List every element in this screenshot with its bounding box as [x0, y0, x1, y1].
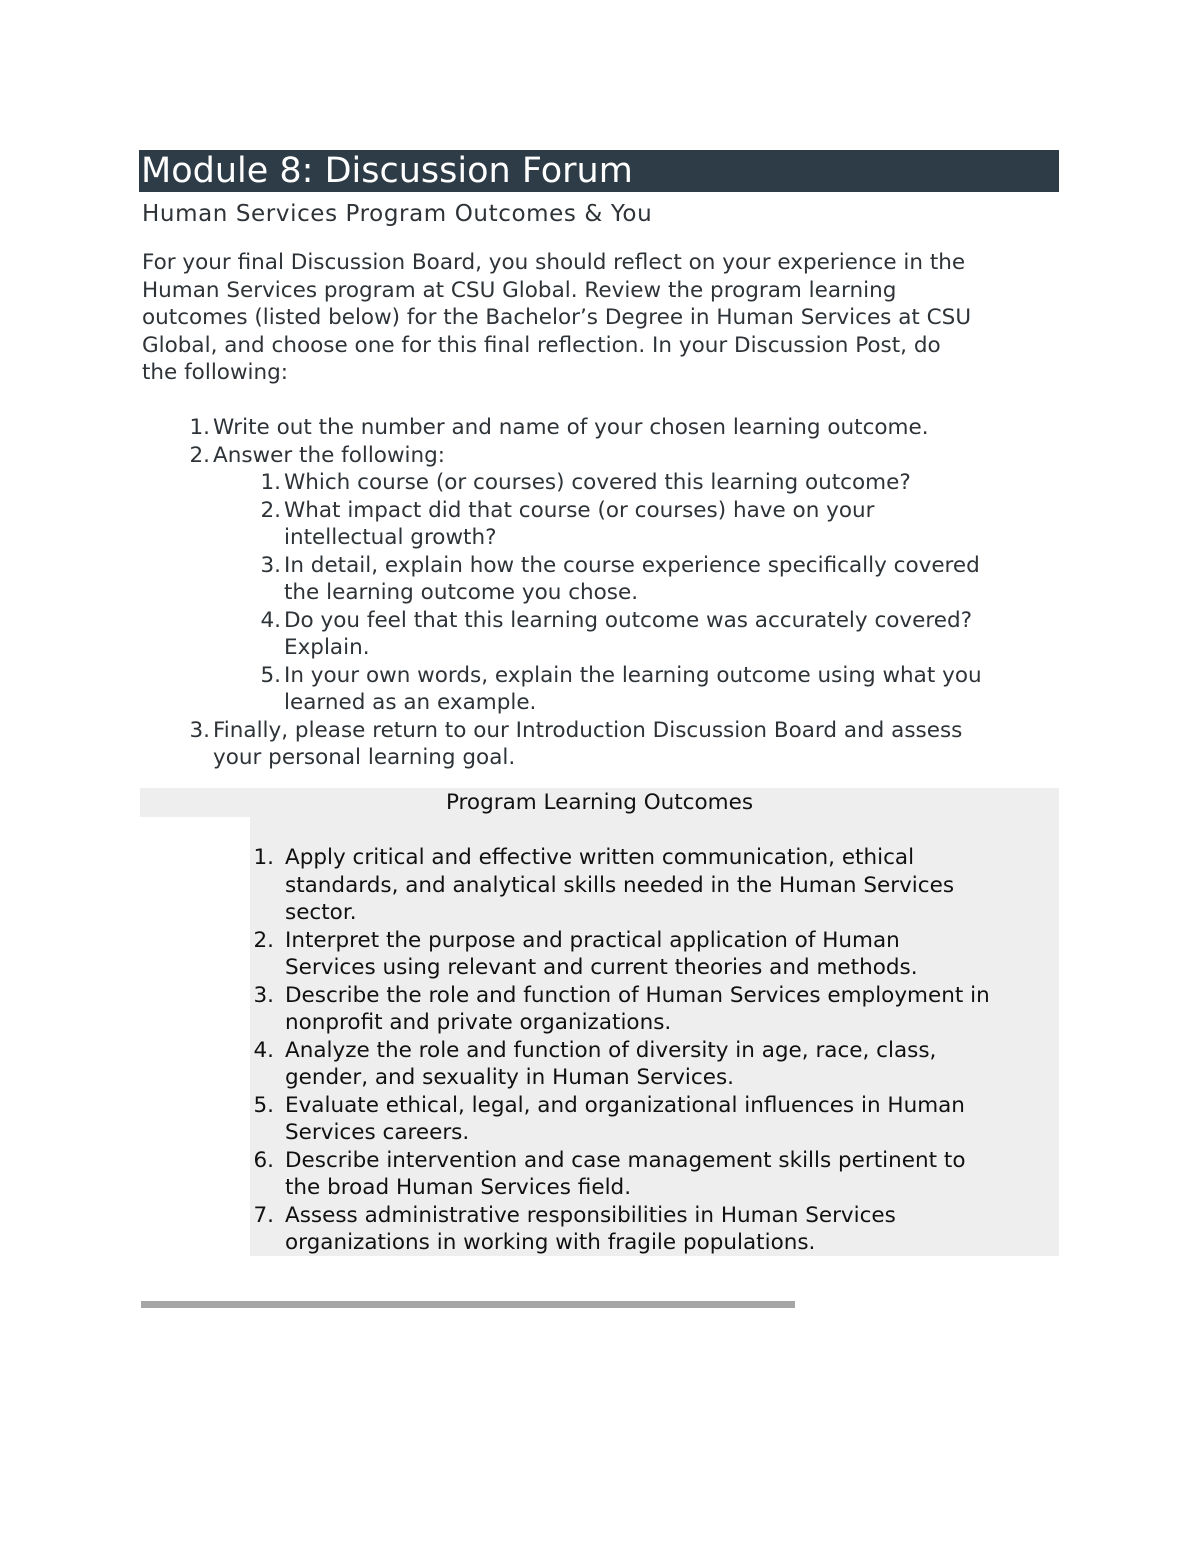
- substep-item: [213, 469, 1054, 497]
- outcome-number: 6.: [253, 1147, 274, 1173]
- substep-text: Do you feel that this learning outcome was accurately covered?: [284, 607, 973, 633]
- outcome-item: [250, 844, 1059, 927]
- substep-item: [213, 607, 1054, 662]
- outcome-number: 4.: [253, 1037, 274, 1063]
- outcome-number: 1.: [253, 845, 274, 870]
- outcome-text: Assess administrative responsibilities in Human Services: [285, 1202, 896, 1228]
- outcome-text: Apply critical and effective written communication, ethical: [285, 845, 915, 870]
- outcome-text: Analyze the role and function of diversity in age, race, class,: [285, 1037, 937, 1063]
- substep-text: Which course (or courses) covered this learning outcome?: [284, 470, 911, 495]
- outcome-text: Services careers.: [285, 1120, 470, 1145]
- outcomes-heading: Program Learning Outcomes: [140, 788, 1059, 817]
- step-item: [142, 414, 1054, 442]
- substep-text: learned as an example.: [284, 690, 537, 715]
- outcome-item: [250, 1202, 1059, 1257]
- step-number: 2.: [189, 442, 210, 468]
- intro-line: For your final Discussion Board, you should reflect on your experience in the: [142, 250, 966, 275]
- outcome-text: sector.: [285, 900, 357, 925]
- outcome-text: gender, and sexuality in Human Services.: [285, 1065, 734, 1090]
- step-text: your personal learning goal.: [213, 745, 516, 770]
- substep-number: 1.: [260, 470, 281, 495]
- substep-text: What impact did that course (or courses) have on your: [284, 497, 875, 523]
- outcome-item: [250, 1147, 1059, 1202]
- intro-paragraph: [142, 249, 1054, 387]
- step-item: [142, 442, 1054, 717]
- outcome-text: Interpret the purpose and practical application of Human: [285, 927, 900, 953]
- outcome-number: 7.: [253, 1202, 274, 1228]
- substep-text: In your own words, explain the learning outcome using what you: [284, 662, 982, 688]
- outcome-text: Evaluate ethical, legal, and organizational influences in Human: [285, 1092, 965, 1118]
- outcome-number: 3.: [253, 982, 274, 1008]
- substep-item: [213, 662, 1054, 717]
- substep-list: [213, 469, 1054, 717]
- substep-text: In detail, explain how the course experience specifically covered: [284, 552, 980, 578]
- substep-number: 5.: [260, 662, 281, 688]
- page-title: Module 8: Discussion Forum: [139, 150, 1059, 192]
- outcomes-list: [250, 844, 1059, 1257]
- substep-number: 4.: [260, 607, 281, 633]
- substep-text: Explain.: [284, 635, 370, 660]
- instruction-steps: [142, 414, 1054, 772]
- step-text: Answer the following:: [213, 442, 446, 468]
- step-number: 1.: [189, 415, 210, 440]
- outcome-text: Describe intervention and case management skills pertinent to: [285, 1147, 966, 1173]
- section-subtitle: Human Services Program Outcomes & You: [142, 201, 653, 227]
- intro-line: Global, and choose one for this final reflection. In your Discussion Post, do: [142, 332, 941, 358]
- intro-line: outcomes (listed below) for the Bachelor’s Degree in Human Services at CSU: [142, 305, 972, 330]
- outcome-item: [250, 927, 1059, 982]
- footer-divider: [141, 1301, 795, 1308]
- step-text: Write out the number and name of your chosen learning outcome.: [213, 415, 929, 440]
- outcome-item: [250, 1037, 1059, 1092]
- substep-number: 2.: [260, 497, 281, 523]
- outcome-item: [250, 982, 1059, 1037]
- outcome-text: the broad Human Services field.: [285, 1175, 632, 1200]
- substep-number: 3.: [260, 552, 281, 578]
- substep-item: [213, 497, 1054, 552]
- step-item: [142, 717, 1054, 772]
- substep-item: [213, 552, 1054, 607]
- outcome-number: 2.: [253, 927, 274, 953]
- outcome-number: 5.: [253, 1092, 274, 1118]
- outcome-text: Services using relevant and current theories and methods.: [285, 955, 918, 980]
- step-number: 3.: [189, 717, 210, 743]
- intro-line: Human Services program at CSU Global. Review the program learning: [142, 277, 897, 303]
- substep-text: the learning outcome you chose.: [284, 580, 639, 605]
- intro-line: the following:: [142, 360, 289, 385]
- outcome-text: nonprofit and private organizations.: [285, 1010, 672, 1035]
- step-text: Finally, please return to our Introduction Discussion Board and assess: [213, 717, 963, 743]
- outcome-item: [250, 1092, 1059, 1147]
- outcome-text: Describe the role and function of Human Services employment in: [285, 982, 990, 1008]
- outcome-text: organizations in working with fragile populations.: [285, 1230, 816, 1255]
- substep-text: intellectual growth?: [284, 525, 497, 550]
- outcome-text: standards, and analytical skills needed in the Human Services: [285, 872, 955, 898]
